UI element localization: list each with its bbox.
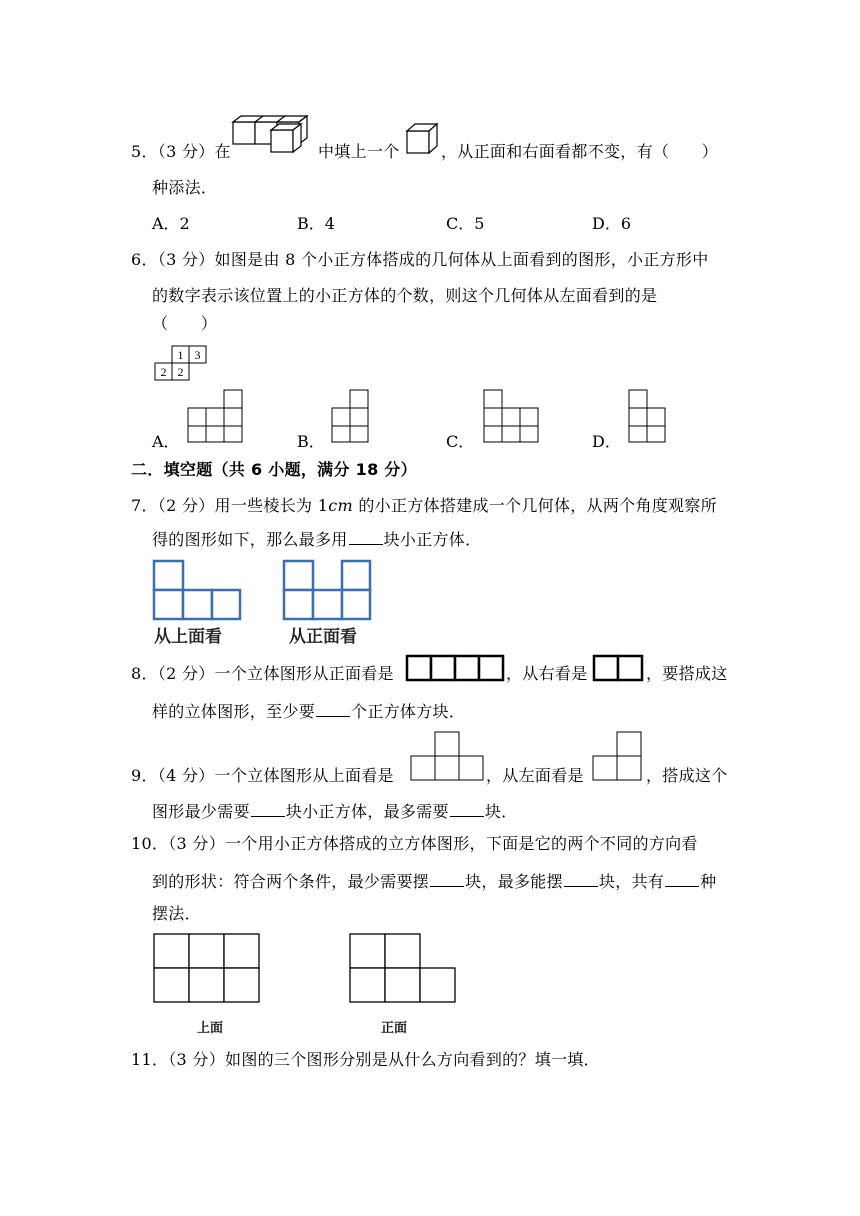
q5-text-start: 5．（3 分）在 bbox=[131, 142, 231, 161]
q10-text-line1: 10．（3 分）一个用小正方体搭成的立方体图形，下面是它的两个不同的方向看 bbox=[131, 834, 698, 853]
q6-grid-number: 3 bbox=[194, 348, 201, 362]
q8-front-view-figure bbox=[405, 654, 505, 682]
q9-max-answer-blank[interactable] bbox=[450, 800, 484, 817]
q8-text-line2: 样的立体图形，至少要 个正方体方块． bbox=[152, 702, 466, 721]
q6-grid-number: 2 bbox=[177, 365, 184, 379]
q6-option-c-label: C． bbox=[446, 432, 475, 451]
q6-option-d-label: D． bbox=[592, 432, 621, 451]
q6-grid-number: 1 bbox=[177, 348, 184, 362]
q5-single-cube-figure bbox=[405, 122, 437, 156]
q5-cube-arrangement-figure bbox=[231, 114, 317, 156]
q9-text-line2: 图形最少需要 块小正方体，最多需要 块． bbox=[152, 802, 518, 821]
q5-option-b: B．4 bbox=[297, 214, 335, 233]
q9-left-view-figure bbox=[592, 730, 644, 782]
q6-text-line3: （ ） bbox=[152, 314, 218, 333]
q10-top-view-figure bbox=[152, 932, 262, 1004]
q7-text-line1: 7．（2 分）用一些棱长为 1cm 的小正方体搭建成一个几何体，从两个角度观察所 bbox=[131, 496, 717, 515]
q10-min-answer-blank[interactable] bbox=[430, 870, 464, 887]
q5-option-c: C．5 bbox=[446, 214, 485, 233]
q7-front-view-figure bbox=[282, 558, 372, 622]
q5-option-a: A．2 bbox=[152, 214, 190, 233]
q10-max-answer-blank[interactable] bbox=[564, 870, 598, 887]
q10-ways-answer-blank[interactable] bbox=[665, 870, 699, 887]
q6-option-c-figure bbox=[482, 388, 540, 444]
q8-right-view-figure bbox=[592, 654, 644, 682]
q5-text-end: ，从正面和右面看都不变，有（ ） bbox=[441, 142, 719, 161]
q10-text-line2: 到的形状：符合两个条件，最少需要摆 块，最多能摆 块，共有 种 bbox=[152, 872, 717, 891]
q9-text-end: ，搭成这个 bbox=[646, 766, 728, 785]
q8-text-start: 8．（2 分）一个立体图形从正面看是 bbox=[131, 664, 394, 683]
q10-text-line3: 摆法． bbox=[152, 904, 201, 923]
q6-text-line2: 的数字表示该位置上的小正方体的个数，则这个几何体从左面看到的是 bbox=[152, 286, 658, 305]
q5-text-middle: 中填上一个 bbox=[318, 142, 400, 161]
q10-caption-top: 上面 bbox=[197, 1021, 224, 1036]
q7-caption-front-view: 从正面看 bbox=[289, 627, 357, 647]
q7-top-view-figure bbox=[152, 558, 242, 622]
q11-text-line1: 11．（3 分）如图的三个图形分别是从什么方向看到的？填一填． bbox=[131, 1050, 600, 1069]
q7-caption-top-view: 从上面看 bbox=[154, 627, 222, 647]
q9-text-middle: ，从左面看是 bbox=[486, 766, 584, 785]
q7-answer-blank[interactable] bbox=[349, 528, 383, 545]
q6-text-line1: 6．（3 分）如图是由 8 个小正方体搭成的几何体从上面看到的图形，小正方形中 bbox=[131, 250, 709, 269]
section-2-title: 二．填空题（共 6 小题，满分 18 分） bbox=[131, 460, 417, 479]
q6-option-b-label: B． bbox=[297, 432, 325, 451]
q6-option-b-figure bbox=[330, 388, 370, 444]
q6-option-a-label: A． bbox=[152, 432, 180, 451]
q9-top-view-figure bbox=[410, 730, 486, 782]
q9-text-start: 9．（4 分）一个立体图形从上面看是 bbox=[131, 766, 394, 785]
q7-text-line2: 得的图形如下，那么最多用 块小正方体． bbox=[152, 530, 482, 549]
q8-answer-blank[interactable] bbox=[316, 700, 350, 717]
q8-text-middle: ，从右看是 bbox=[506, 664, 588, 683]
q6-option-d-figure bbox=[627, 388, 667, 444]
q8-text-end: ，要搭成这 bbox=[646, 664, 728, 683]
q9-min-answer-blank[interactable] bbox=[251, 800, 285, 817]
q5-text-line2: 种添法． bbox=[152, 178, 218, 197]
q6-top-view-grid bbox=[152, 344, 212, 382]
q10-caption-front: 正面 bbox=[381, 1021, 408, 1036]
q6-option-a-figure bbox=[186, 388, 244, 444]
q6-grid-number: 2 bbox=[160, 365, 167, 379]
q5-option-d: D．6 bbox=[592, 214, 632, 233]
q10-front-view-figure bbox=[348, 932, 458, 1004]
